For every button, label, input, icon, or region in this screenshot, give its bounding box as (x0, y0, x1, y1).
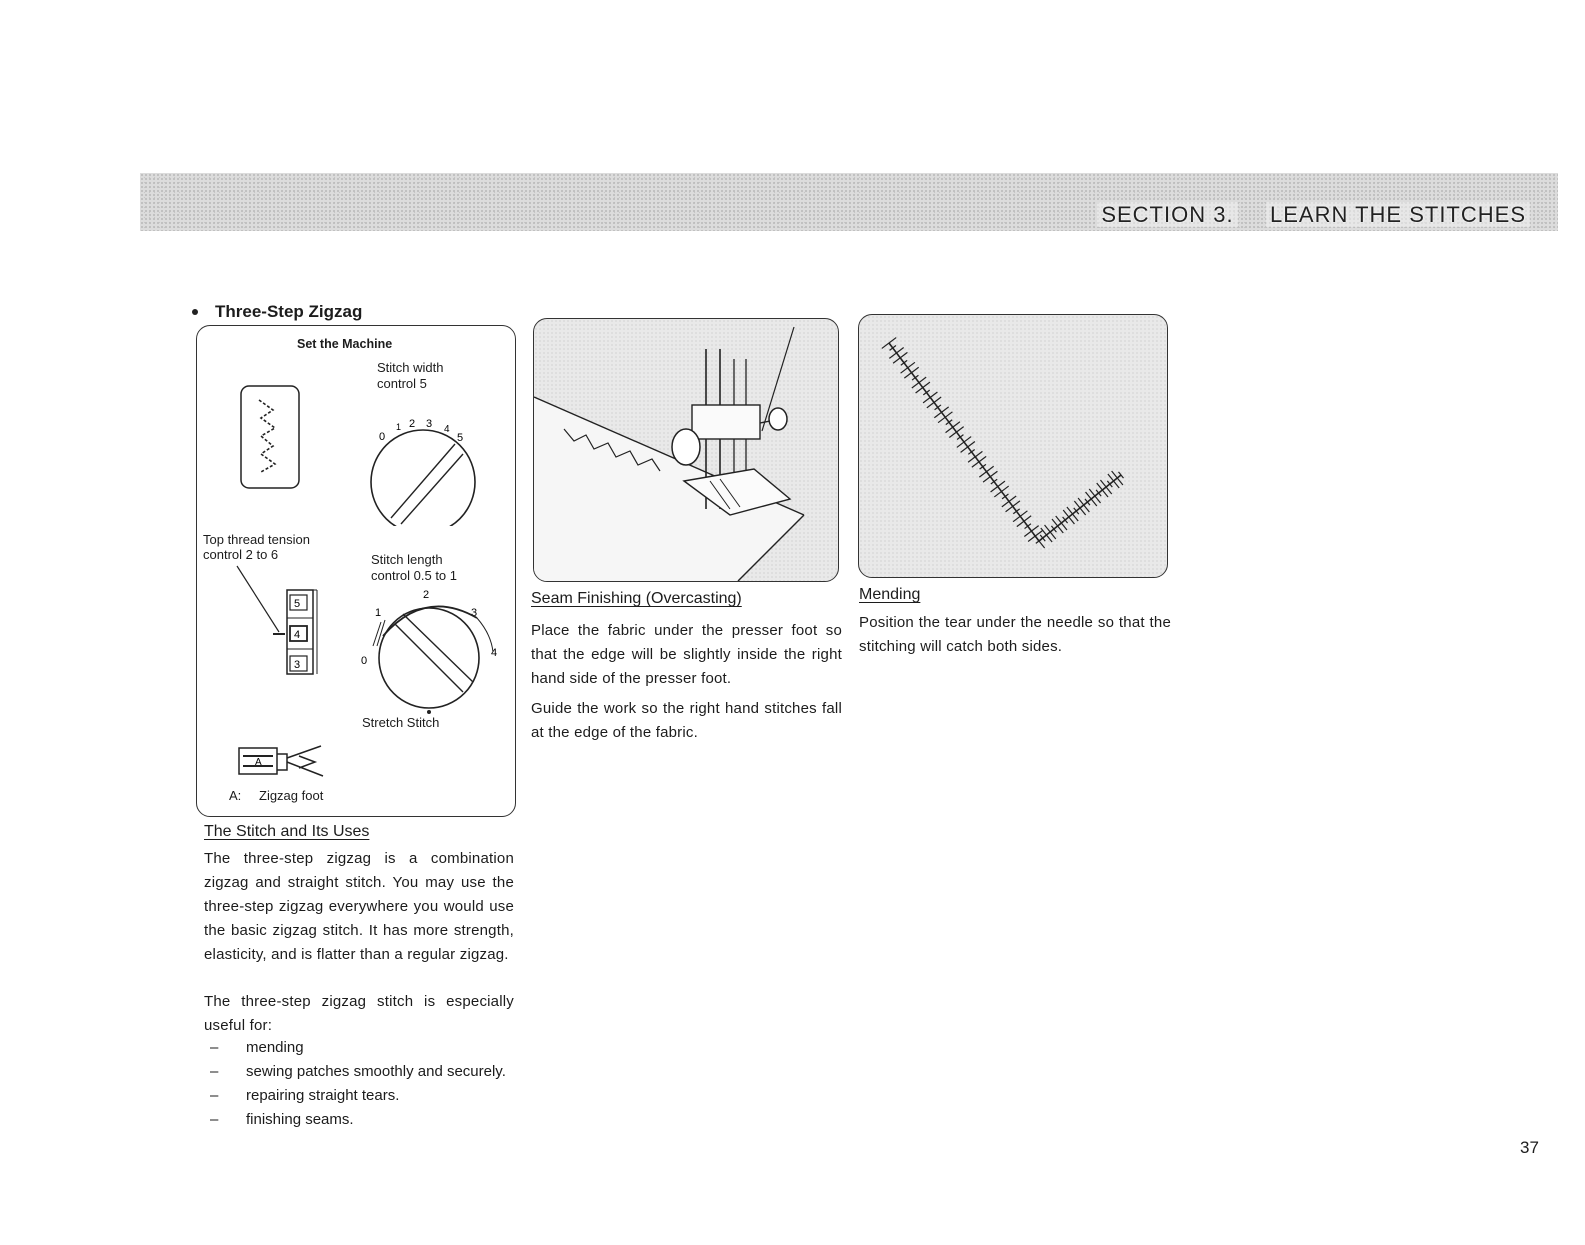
section-header (1097, 202, 1530, 228)
tension-value: control 2 to 6 (203, 547, 279, 562)
mending-heading: Mending (859, 586, 921, 603)
foot-letter: A: (229, 788, 242, 803)
mending-illustration (858, 314, 1168, 578)
list-item: – mending (204, 1036, 524, 1060)
list-item: – finishing seams. (204, 1108, 524, 1132)
three-step-zigzag-pattern-icon (239, 384, 301, 490)
mend-stitch-mark (1097, 483, 1108, 497)
zigzag-foot-icon (237, 744, 327, 780)
stitch-width-label: Stitch width (377, 360, 444, 375)
stitch-title: Three-Step Zigzag (215, 302, 363, 321)
tension-number: 5 (294, 598, 301, 610)
width-dial-number: 0 (379, 431, 386, 443)
length-dial-number: 3 (471, 607, 478, 619)
mend-stitch-mark (1074, 501, 1085, 515)
stitch-width-value: control 5 (377, 376, 427, 391)
mend-stitch-mark (1089, 489, 1100, 503)
mended-tear-icon (859, 315, 1167, 577)
uses-intro-paragraph: The three-step zigzag stitch is especially useful for: (204, 993, 514, 1034)
section-header-band (140, 173, 1558, 231)
section-title-header: LEARN THE STITCHES (1266, 202, 1530, 227)
stitch-length-label: Stitch length (371, 552, 443, 567)
list-item: – repairing straight tears. (204, 1084, 524, 1108)
mend-stitch-mark (1100, 480, 1111, 494)
mend-stitch-mark (1086, 492, 1097, 506)
length-dial-number: 1 (375, 607, 382, 619)
mending-paragraph: Position the tear under the needle so that the stitching will catch both sides. (859, 614, 1171, 655)
length-dial-number: 0 (361, 655, 368, 667)
mend-stitch-mark (1112, 471, 1123, 485)
uses-list (204, 1036, 524, 1132)
list-item: – sewing patches smoothly and securely. (204, 1060, 524, 1084)
tension-label: Top thread tension (203, 532, 310, 547)
bullet-icon (192, 309, 198, 315)
uses-heading: The Stitch and Its Uses (204, 823, 370, 840)
settings-title: Set the Machine (297, 337, 393, 351)
width-dial-number: 1 (396, 422, 402, 432)
mend-stitch-mark (1108, 474, 1119, 488)
seam-finishing-paragraph: Place the fabric under the presser foot so that the edge will be slightly inside the right hand side of the presser foot. (531, 622, 842, 687)
tension-number: 3 (294, 659, 301, 671)
mend-stitch-mark (1067, 507, 1078, 521)
stitch-width-dial-icon (363, 396, 483, 526)
stitch-length-value: control 0.5 to 1 (371, 568, 457, 583)
mend-stitch-mark (1045, 525, 1056, 539)
length-dial-number: 2 (423, 589, 430, 601)
svg-text:A: A (255, 757, 262, 768)
length-dial-number: 4 (491, 647, 498, 659)
stitch-length-dial-icon (353, 584, 505, 718)
uses-paragraph: The three-step zigzag is a combination zigzag and straight stitch. You may use the three-step zigzag everywhere you would use the basic zigzag stitch. It has more strength, elasticity, and is flatter than a regular zigzag. (204, 850, 514, 963)
mend-stitch-mark (1078, 498, 1089, 512)
mend-stitch-mark (1033, 534, 1044, 548)
foot-label: Zigzag foot (259, 788, 324, 803)
page-number: 37 (1520, 1138, 1539, 1157)
seam-finishing-guide-paragraph: Guide the work so the right hand stitches fall at the edge of the fabric. (531, 700, 842, 741)
width-dial-number: 2 (409, 418, 416, 430)
thread-tension-indicator-icon (233, 564, 323, 680)
mend-stitch-mark (1052, 519, 1063, 533)
width-dial-number: 3 (426, 418, 433, 430)
mend-stitch-mark (1056, 516, 1067, 530)
width-dial-number: 4 (444, 424, 450, 435)
mend-stitch-mark (1063, 510, 1074, 524)
section-number: SECTION 3. (1097, 202, 1237, 227)
tension-number: 4 (294, 629, 301, 641)
width-dial-number: 5 (457, 432, 464, 444)
seam-finishing-heading: Seam Finishing (Overcasting) (531, 590, 742, 607)
mend-stitch-mark (1041, 528, 1052, 542)
machine-settings-box (196, 325, 516, 817)
presser-foot-overcasting-icon (534, 319, 838, 581)
stretch-stitch-label: Stretch Stitch (362, 715, 440, 730)
seam-finishing-illustration (533, 318, 839, 582)
